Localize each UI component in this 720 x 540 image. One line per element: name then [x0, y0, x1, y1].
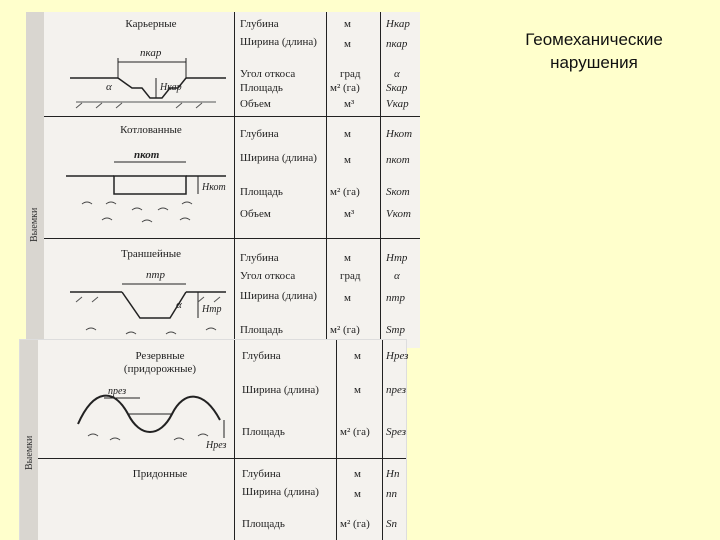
- param-label: Глубина: [242, 350, 281, 362]
- pit-diagram: [62, 142, 230, 232]
- symbol-label: Hп: [386, 468, 400, 480]
- unit-label: м: [344, 252, 351, 264]
- reserve-depth-label: Hрез: [206, 440, 227, 451]
- param-label: Площадь: [240, 324, 283, 336]
- symbol-label: Sрез: [386, 426, 407, 438]
- reserve-diagram: [74, 384, 234, 454]
- symbol-label: Sп: [386, 518, 397, 530]
- symbol-label: Hрез: [386, 350, 409, 362]
- unit-label: м³: [344, 98, 355, 110]
- section-name: Резервные (придорожные): [123, 350, 197, 375]
- symbol-label: Sтр: [386, 324, 405, 336]
- unit-label: м: [354, 384, 361, 396]
- unit-label: м² (га): [330, 186, 360, 198]
- unit-label: м³: [344, 208, 355, 220]
- unit-label: м: [344, 38, 351, 50]
- symbol-label: Vкар: [386, 98, 409, 110]
- unit-label: м² (га): [340, 518, 370, 530]
- quarry-diagram: [66, 32, 230, 114]
- trench-depth-label: Hтр: [202, 304, 222, 315]
- section-divider: [44, 238, 420, 239]
- section-divider: [44, 116, 420, 117]
- unit-label: град: [340, 68, 361, 80]
- quarry-width-label: nкар: [140, 47, 162, 59]
- param-label: Глубина: [240, 18, 279, 30]
- trench-width-label: nтр: [146, 269, 165, 281]
- param-label: Глубина: [240, 128, 279, 140]
- symbol-label: Sкар: [386, 82, 408, 94]
- symbol-label: nп: [386, 488, 397, 500]
- unit-label: м² (га): [330, 82, 360, 94]
- section-name: Котлованные: [120, 124, 182, 136]
- unit-label: град: [340, 270, 361, 282]
- column-divider: [336, 340, 337, 540]
- param-label: Площадь: [240, 82, 283, 94]
- symbol-label: Hкот: [386, 128, 413, 140]
- symbol-label: nкар: [386, 38, 408, 50]
- symbol-label: Hтр: [386, 252, 408, 264]
- trench-angle-label: α: [176, 299, 182, 311]
- param-label: Ширина (длина): [240, 36, 317, 48]
- symbol-label: Hкар: [386, 18, 410, 30]
- side-column: [26, 12, 44, 348]
- symbol-label: nрез: [386, 384, 407, 396]
- section-divider: [38, 458, 406, 459]
- unit-label: м: [344, 18, 351, 30]
- scanned-table-bottom: [20, 340, 409, 540]
- slide-title-line-2: нарушения: [550, 53, 638, 72]
- pit-depth-label: Hкот: [202, 182, 226, 193]
- symbol-label: Vкот: [386, 208, 411, 220]
- unit-label: м: [344, 154, 351, 166]
- unit-label: м: [344, 292, 351, 304]
- section-name: Придонные: [132, 468, 188, 480]
- param-label: Глубина: [240, 252, 279, 264]
- scanned-table-top: [26, 12, 420, 348]
- unit-label: м: [354, 350, 361, 362]
- symbol-label: nкот: [386, 154, 410, 166]
- pit-width-label: nкот: [134, 149, 160, 161]
- column-divider: [382, 340, 383, 540]
- reserve-width-label: nрез: [108, 386, 127, 397]
- section-name: Карьерные: [125, 18, 177, 30]
- symbol-label: α: [394, 68, 400, 80]
- side-label-bottom: Выемки: [24, 435, 35, 470]
- column-divider: [326, 12, 327, 348]
- column-divider: [234, 340, 235, 540]
- column-divider: [234, 12, 235, 348]
- angle-label: α: [106, 81, 112, 93]
- slide-title: [484, 28, 704, 74]
- symbol-label: α: [394, 270, 400, 282]
- param-label: Угол откоса: [240, 270, 296, 282]
- slide-title-line-1: Геомеханические: [525, 30, 663, 49]
- trench-diagram: [66, 262, 230, 346]
- unit-label: м² (га): [330, 324, 360, 336]
- param-label: Площадь: [242, 426, 285, 438]
- quarry-depth-label: Hкар: [160, 82, 182, 93]
- param-label: Глубина: [242, 468, 281, 480]
- param-label: Площадь: [242, 518, 285, 530]
- side-label-top: Выемки: [29, 207, 40, 242]
- symbol-label: Sкот: [386, 186, 410, 198]
- param-label: Ширина (длина): [240, 290, 317, 302]
- param-label: Ширина (длина): [242, 486, 319, 498]
- param-label: Ширина (длина): [242, 384, 319, 396]
- param-label: Объем: [240, 98, 271, 110]
- section-name: Траншейные: [121, 248, 181, 260]
- param-label: Угол откоса: [240, 68, 296, 80]
- unit-label: м² (га): [340, 426, 370, 438]
- param-label: Объем: [240, 208, 271, 220]
- unit-label: м: [344, 128, 351, 140]
- unit-label: м: [354, 468, 361, 480]
- symbol-label: nтр: [386, 292, 405, 304]
- unit-label: м: [354, 488, 361, 500]
- column-divider: [380, 12, 381, 348]
- param-label: Ширина (длина): [240, 152, 317, 164]
- param-label: Площадь: [240, 186, 283, 198]
